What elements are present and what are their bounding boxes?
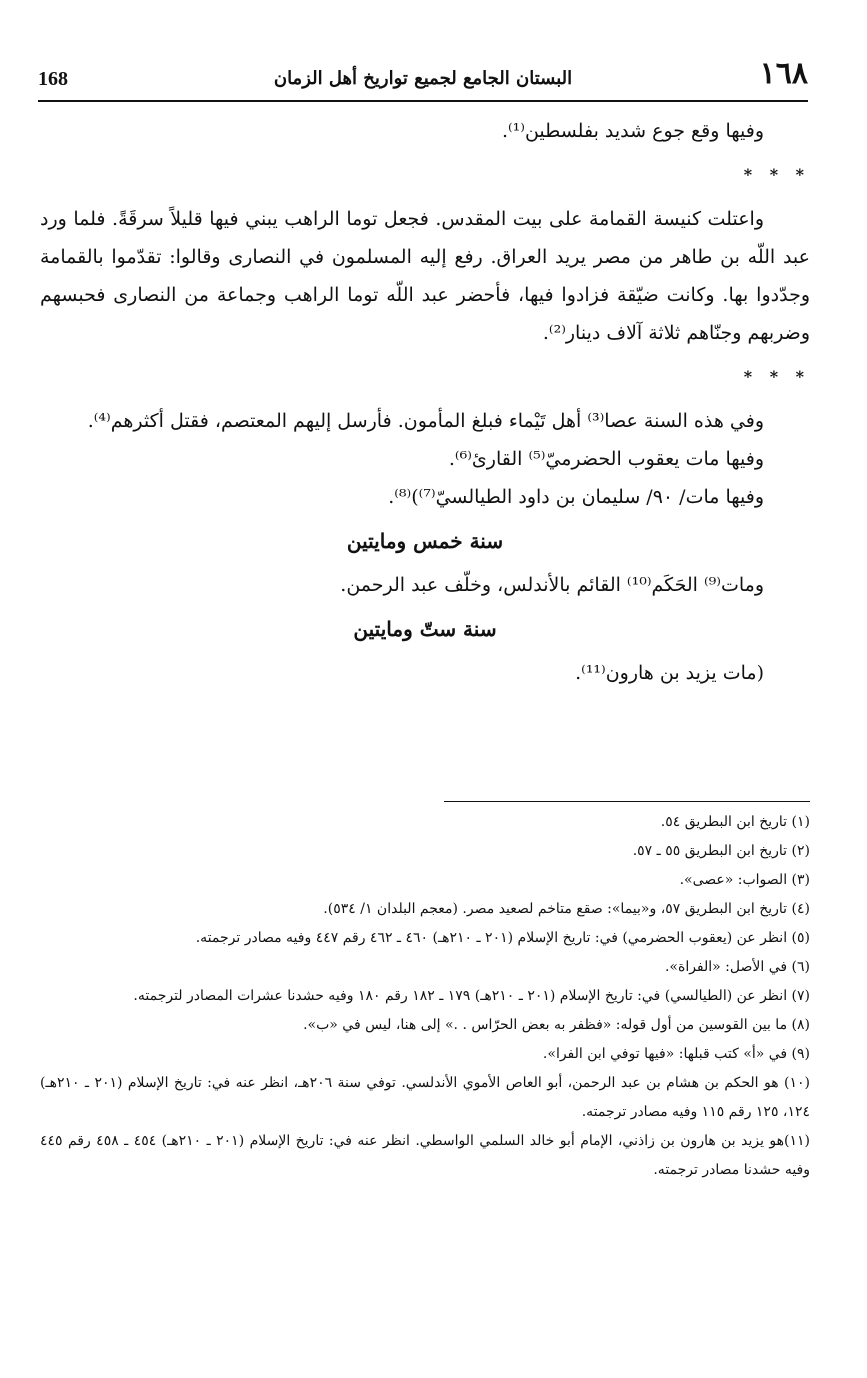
section-separator: * * * (743, 367, 810, 386)
paragraph: واعتلت كنيسة القمامة على بيت المقدس. فجعل توما الراهب يبني فيها قليلاً سرقَةً. فلما ورد عبد اللّه بن طاهر من مصر يريد العراق. رفع إليه المسلمون في النصارى وقالوا: تقدّموا بالقمامة وجدّدوا بها. وكانت ضيّقة فزادوا فيها، فأحضر عبد اللّه توما الراهب وجماعة من النصارى فحبسهم وضربهم وجنّاهم ثلاثة آلاف دينار⁽²⁾. (40, 208, 810, 344)
footnote-6: (٦) في الأصل: «الفراة». (664, 959, 810, 975)
footnote-3: (٣) الصواب: «عصى». (679, 872, 810, 888)
footnote-7: (٧) انظر عن (الطيالسي) في: تاريخ الإسلام (٢٠١ ـ ٢١٠هـ) ١٧٩ ـ ١٨٢ رقم ١٨٠ وفيه حشدنا عشرات المصادر لترجمته. (133, 988, 810, 1004)
main-text (40, 112, 810, 692)
footnote-11: (١١)هو يزيد بن هارون بن زاذني، الإمام أبو خالد السلمي الواسطي. انظر عنه في: تاريخ الإسلام (٢٠١ ـ ٢١٠هـ) ٤٥٤ ـ ٤٥٨ رقم ٤٤٥ وفيه حشدنا مصادر ترجمته. (40, 1133, 810, 1178)
paragraph: وفيها مات يعقوب الحضرميّ⁽⁵⁾ القارئ⁽⁶⁾. (448, 448, 764, 470)
footnote-1: (١) تاريخ ابن البطريق ٥٤. (660, 814, 810, 830)
year-heading: سنة ستّ ومايتين (353, 617, 497, 641)
footnote-5: (٥) انظر عن (يعقوب الحضرمي) في: تاريخ الإسلام (٢٠١ ـ ٢١٠هـ) ٤٦٠ ـ ٤٦٢ رقم ٤٤٧ وفيه مصادر ترجمته. (195, 930, 810, 946)
year-heading: سنة خمس ومايتين (346, 529, 504, 553)
page-header (38, 56, 808, 102)
paragraph: وفي هذه السنة عصا⁽³⁾ أهل تَيْماء فبلغ المأمون. فأرسل إليهم المعتصم، فقتل أكثرهم⁽⁴⁾. (87, 410, 764, 432)
page-number-latin: 168 (38, 68, 68, 90)
footnote-10: (١٠) هو الحكم بن هشام بن عبد الرحمن، أبو العاص الأموي الأندلسي. توفي سنة ٢٠٦هـ، انظر عنه في: تاريخ الإسلام (٢٠١ ـ ٢١٠هـ) ١٢٤، ١٢٥ رقم ١١٥ وفيه مصادر ترجمته. (40, 1075, 810, 1120)
page-number-arabic: ١٦٨ (759, 56, 808, 91)
footnote-4: (٤) تاريخ ابن البطريق ٥٧، و«بيما»: صقع متاخم لصعيد مصر. (معجم البلدان ١/ ٥٣٤). (323, 901, 810, 917)
paragraph: وفيها وقع جوع شديد بفلسطين⁽¹⁾. (501, 120, 764, 142)
footnote-2: (٢) تاريخ ابن البطريق ٥٥ ـ ٥٧. (632, 843, 810, 859)
section-separator: * * * (743, 165, 810, 184)
footnote-separator (444, 801, 810, 802)
paragraph: ومات⁽⁹⁾ الحَكَم⁽¹⁰⁾ القائم بالأندلس، وخلّف عبد الرحمن. (340, 574, 764, 596)
footnotes (40, 808, 810, 1185)
footnote-9: (٩) في «أ» كتب قبلها: «فيها توفي ابن الفرا». (542, 1046, 810, 1062)
footnote-8: (٨) ما بين القوسين من أول قوله: «فظفر به بعض الحرّاس . .» إلى هنا، ليس في «ب». (303, 1017, 810, 1033)
running-title: البستان الجامع لجميع تواريخ أهل الزمان (273, 68, 573, 89)
paragraph: (مات يزيد بن هارون⁽¹¹⁾. (575, 662, 764, 684)
paragraph: وفيها مات/ ٩٠/ سليمان بن داود الطيالسيّ⁽⁷⁾)⁽⁸⁾. (388, 486, 764, 508)
